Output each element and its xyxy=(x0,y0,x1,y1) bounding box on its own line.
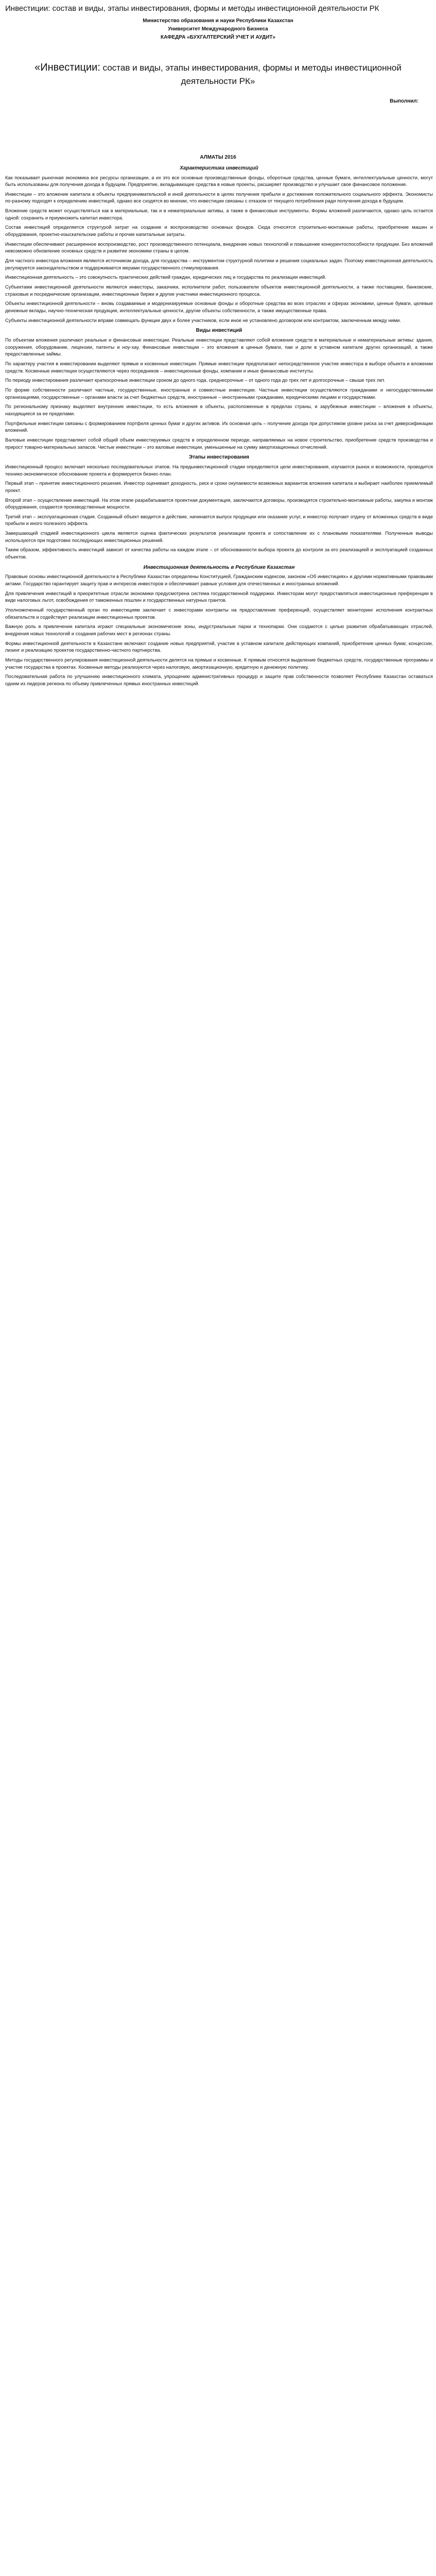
section-heading: Виды инвестиций xyxy=(196,328,242,334)
body-paragraph: Субъектами инвестиционной деятельности являются инвесторы, заказчики, исполнители работ, пользователи объектов инвестиционной деятельности, а также поставщики, банковские, страховые и посреднические организации, инвестиционные биржи и другие участники инвестиционного процесса. xyxy=(5,284,433,297)
body-paragraph: Уполномоченный государственный орган по инвестициям заключает с инвесторами контракты на предоставление преференций, осуществляет мониторинг исполнения контрактных обязательств и содействует реализации инвестиционных проектов. xyxy=(5,607,433,620)
body-paragraph: Завершающей стадией инвестиционного цикла является оценка фактических результатов реализации проекта и сопоставление их с плановыми показателями. Полученные выводы используются при подготовке последующих инвестиционных решений. xyxy=(5,531,433,543)
body-paragraph: Последовательная работа по улучшению инвестиционного климата, упрощению административных процедур и защите прав собственности позволяет Республике Казахстан оставаться одним из лидеров региона по объему привлеченных прямых иностранных инвестиций. xyxy=(5,674,433,686)
document-body xyxy=(0,165,436,688)
body-paragraph: Объекты инвестиционной деятельности – вновь создаваемые и модернизируемые основные фонды и оборотные средства во всех отраслях и сферах экономики, ценные бумаги, целевые денежные вклады, научно-техническая продукция, интеллектуальные ценности, другие объекты собственности, а также имущественные права. xyxy=(5,301,433,314)
body-paragraph: Вложение средств может осуществляться как в материальные, так и в нематериальные активы, а также в финансовые инструменты. Формы вложений различаются, однако цель остается одной: сохранить и приумножить капитал инвестора. xyxy=(5,208,433,221)
university-line: Университет Международного Бизнеса xyxy=(168,26,268,32)
bottom-spacer xyxy=(0,690,436,721)
section-heading: Этапы инвестирования xyxy=(189,454,249,461)
body-paragraph: Как показывает рыночная экономика все ресурсы организации, а их это все основные производственные фонды, оборотные средства, ценные бумаги, интеллектуальные ценности, могут быть использованы для получения дохода в будущем. Предприятие, вкладывающее средства в новые проекты, расширяет производство и улучшает свое финансовое положение. xyxy=(5,175,433,188)
body-paragraph: Состав инвестиций определяется структурой затрат на создание и воспроизводство основных фондов. Сюда относятся строительно-монтажные работы, приобретение машин и оборудования, проектно-изыскательские работы и прочие капитальные затраты. xyxy=(5,225,433,238)
city-year: АЛМАТЫ 2016 xyxy=(200,155,236,161)
body-paragraph: Методы государственного регулирования инвестиционной деятельности делятся на прямые и косвенные. К прямым относятся выделение бюджетных средств, государственные программы и участие государства в проектах. Косвенные методы реализуются через налоговую, амортизационную, кредитную и денежную политику. xyxy=(5,657,433,670)
page-title: Инвестиции: состав и виды, этапы инвестирования, формы и методы инвестиционной деятельности РК xyxy=(5,4,379,13)
body-paragraph: По объектам вложения различают реальные и финансовые инвестиции. Реальные инвестиции представляют собой вложения средств в материальные и нематериальные активы: здания, сооружения, оборудование, лицензии, патенты и ноу-хау. Финансовые инвестиции – это вложения в ценные бумаги, паи и доли в уставном капитале других организаций, а также предоставленные займы. xyxy=(5,337,433,357)
body-paragraph: Правовые основы инвестиционной деятельности в Республике Казахстан определены Конституцией, Гражданским кодексом, законом «Об инвестициях» и другими нормативными правовыми актами. Государство гарантирует защиту прав и интересов инвесторов и обеспечивает равные условия для отечественных и иностранных вложений. xyxy=(5,574,433,587)
body-paragraph: Для привлечения инвестиций в приоритетные отрасли экономики предусмотрена система государственной поддержки. Инвесторам могут предоставляться инвестиционные преференции в виде налоговых льгот, освобождения от таможенных пошлин и государственных натурных грантов. xyxy=(5,590,433,603)
body-paragraph: Таким образом, эффективность инвестиций зависит от качества работы на каждом этапе – от обоснованности выбора проекта до контроля за его реализацией и эксплуатацией созданных объектов. xyxy=(5,547,433,560)
body-paragraph: По характеру участия в инвестировании выделяют прямые и косвенные инвестиции. Прямые инвестиции предполагают непосредственное участие инвестора в выборе объекта и вложении средств. Косвенные инвестиции осуществляются через посредников – инвестиционные фонды, компании и иные финансовые институты. xyxy=(5,361,433,374)
body-paragraph: Валовые инвестиции представляют собой общий объем инвестируемых средств в определенном периоде, направляемых на новое строительство, приобретение средств производства и прирост товарно-материальных запасов. Чистые инвестиции – это валовые инвестиции, уменьшенные на сумму амортизационных отчислений. xyxy=(5,437,433,450)
body-paragraph: Важную роль в привлечении капитала играют специальные экономические зоны, индустриальные парки и технопарки. Они создаются с целью развития обрабатывающих отраслей, внедрения новых технологий и создания рабочих мест в регионах страны. xyxy=(5,624,433,637)
body-paragraph: Портфельные инвестиции связаны с формированием портфеля ценных бумаг и других активов. Их основная цель – получение дохода при допустимом уровне риска за счет диверсификации вложений. xyxy=(5,420,433,433)
document-title-lead: «Инвестиции: xyxy=(34,61,100,73)
body-paragraph: Инвестиционный процесс включает несколько последовательных этапов. На предынвестиционной стадии определяются цели инвестирования, изучаются рынок и возможности, проводится технико-экономическое обоснование проекта и формируется бизнес-план. xyxy=(5,464,433,477)
page xyxy=(0,0,436,721)
body-paragraph: Для частного инвестора вложения являются источником дохода, для государства – инструментом структурной политики и решения социальных задач. Поэтому инвестиционная деятельность регулируется законодательством и поддерживается мерами государственного стимулирования. xyxy=(5,258,433,270)
body-paragraph: Третий этап – эксплуатационная стадия. Созданный объект вводится в действие, начинается выпуск продукции или оказание услуг, и инвестор получает отдачу от вложенных средств в виде прибыли и иного полезного эффекта. xyxy=(5,514,433,527)
body-paragraph: По форме собственности различают частные, государственные, иностранные и совместные инвестиции. Частные инвестиции осуществляются гражданами и негосударственными организациями, государственные – органами власти за счет бюджетных средств, иностранные – иностранными гражданами, юридическими лицами и государствами. xyxy=(5,387,433,400)
title-page xyxy=(0,18,436,162)
body-paragraph: Инвестиции обеспечивают расширенное воспроизводство, рост производственного потенциала, внедрение новых технологий и повышение конкурентоспособности продукции. Без вложений невозможно обновление основных средств и развитие экономики страны в целом. xyxy=(5,241,433,254)
document-title-rest: состав и виды, этапы инвестирования, формы и методы инвестиционной деятельности РК» xyxy=(102,62,402,86)
department-line: КАФЕДРА «БУХГАЛТЕРСКИЙ УЧЕТ И АУДИТ» xyxy=(161,35,275,41)
body-paragraph: Второй этап – осуществление инвестиций. На этом этапе разрабатывается проектная документация, заключаются договоры, производятся строительно-монтажные работы, закупка и монтаж оборудования, создаются производственные мощности. xyxy=(5,497,433,510)
body-paragraph: Первый этап – принятие инвестиционного решения. Инвестор оценивает доходность, риск и сроки окупаемости возможных вариантов вложения капитала и выбирает наиболее приемлемый проект. xyxy=(5,481,433,493)
section-heading: Характеристика инвестиций xyxy=(180,165,258,171)
body-paragraph: Формы инвестиционной деятельности в Казахстане включают создание новых предприятий, участие в уставном капитале действующих компаний, приобретение ценных бумаг, концессии, лизинг и реализацию проектов государственно-частного партнерства. xyxy=(5,640,433,653)
body-paragraph: Инвестиции – это вложение капитала в объекты предпринимательской и иной деятельности в целях получения прибыли и достижения положительного социального эффекта. Экономисты по-разному подходят к определению инвестиций, однако все сходятся во мнении, что инвестиции связаны с отказом от текущего потребления ради получения дохода в будущем. xyxy=(5,191,433,204)
body-paragraph: По периоду инвестирования различают краткосрочные инвестиции сроком до одного года, среднесрочные – от одного года до трех лет и долгосрочные – свыше трех лет. xyxy=(5,378,386,383)
document-title xyxy=(21,60,415,88)
ministry-line: Министерство образования и науки Республики Казахстан xyxy=(143,18,293,24)
body-paragraph: По региональному признаку выделяют внутренние инвестиции, то есть вложения в объекты, расположенные в пределах страны, и зарубежные инвестиции – вложения в объекты, находящиеся за ее пределами. xyxy=(5,404,433,416)
section-heading: Инвестиционная деятельность в Республике Казахстан xyxy=(143,564,295,570)
body-paragraph: Субъекты инвестиционной деятельности вправе совмещать функции двух и более участников, если иное не установлено договором или контрактом, заключенным между ними. xyxy=(5,317,401,323)
performer-label: Выполнил: xyxy=(390,98,418,105)
body-paragraph: Инвестиционная деятельность – это совокупность практических действий граждан, юридических лиц и государства по реализации инвестиций. xyxy=(5,275,326,280)
